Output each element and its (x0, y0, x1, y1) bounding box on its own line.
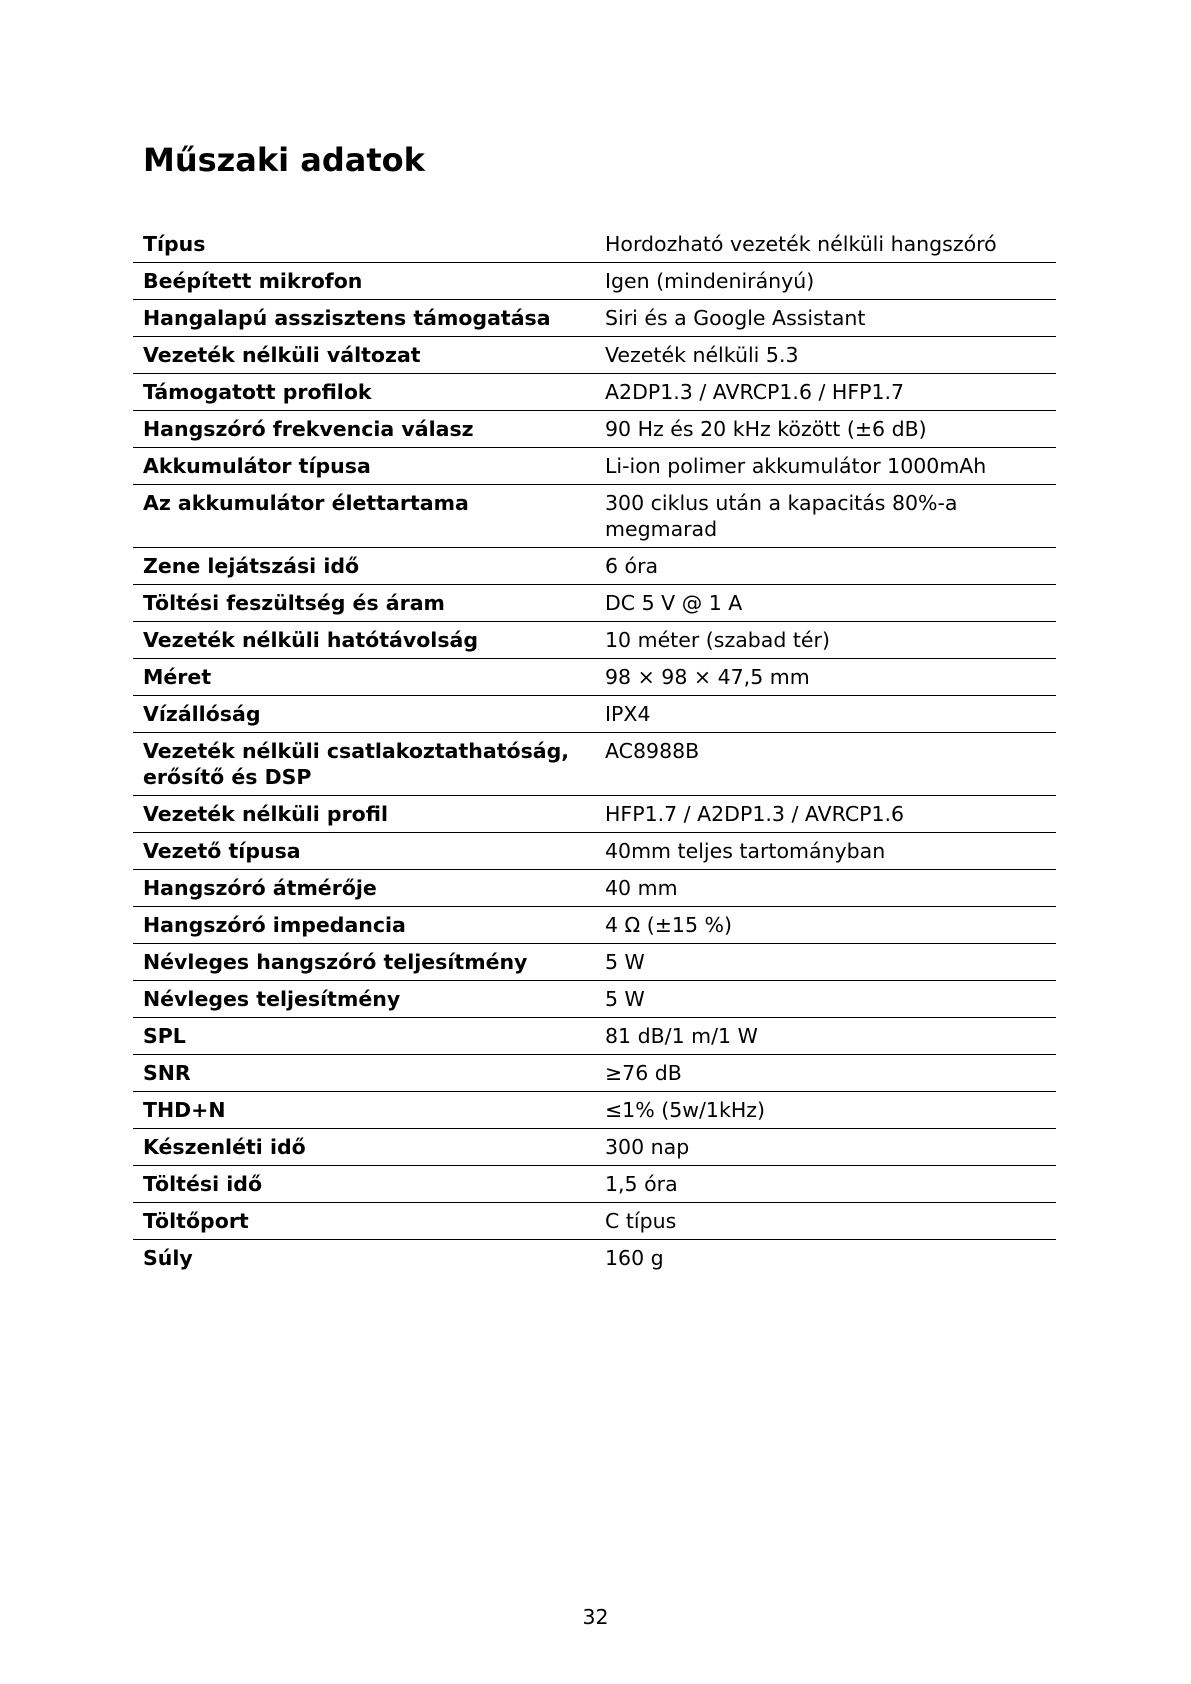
spec-value: 4 Ω (±15 %) (591, 907, 1056, 944)
table-row (133, 944, 1056, 981)
spec-label: Hangalapú asszisztens támogatása (133, 300, 591, 337)
spec-label: Hangszóró impedancia (133, 907, 591, 944)
page-title: Műszaki adatok (143, 141, 425, 179)
spec-label: Vezeték nélküli profil (133, 796, 591, 833)
spec-label: Zene lejátszási idő (133, 548, 591, 585)
spec-value: IPX4 (591, 696, 1056, 733)
table-row (133, 374, 1056, 411)
table-row (133, 1240, 1056, 1277)
spec-value: 5 W (591, 944, 1056, 981)
spec-value: 40 mm (591, 870, 1056, 907)
table-row (133, 548, 1056, 585)
spec-label: Beépített mikrofon (133, 263, 591, 300)
spec-value: Siri és a Google Assistant (591, 300, 1056, 337)
table-row (133, 1166, 1056, 1203)
spec-label: THD+N (133, 1092, 591, 1129)
spec-label: Névleges hangszóró teljesítmény (133, 944, 591, 981)
table-row (133, 796, 1056, 833)
table-row (133, 1018, 1056, 1055)
spec-label: Vezető típusa (133, 833, 591, 870)
table-row (133, 907, 1056, 944)
spec-value: DC 5 V @ 1 A (591, 585, 1056, 622)
table-row (133, 833, 1056, 870)
spec-value: 40mm teljes tartományban (591, 833, 1056, 870)
table-row (133, 870, 1056, 907)
table-row (133, 585, 1056, 622)
spec-value: 1,5 óra (591, 1166, 1056, 1203)
spec-label: Az akkumulátor élettartama (133, 485, 591, 548)
spec-value: HFP1.7 / A2DP1.3 / AVRCP1.6 (591, 796, 1056, 833)
table-row (133, 226, 1056, 263)
table-row (133, 733, 1056, 796)
table-row (133, 696, 1056, 733)
table-row (133, 659, 1056, 696)
spec-label: SPL (133, 1018, 591, 1055)
table-row (133, 1055, 1056, 1092)
spec-label: Vezeték nélküli változat (133, 337, 591, 374)
spec-label: Vezeték nélküli hatótávolság (133, 622, 591, 659)
spec-label: Vízállóság (133, 696, 591, 733)
spec-value: Igen (mindenirányú) (591, 263, 1056, 300)
spec-value: 10 méter (szabad tér) (591, 622, 1056, 659)
spec-label: Hangszóró frekvencia válasz (133, 411, 591, 448)
table-row (133, 485, 1056, 548)
table-row (133, 337, 1056, 374)
spec-value: 81 dB/1 m/1 W (591, 1018, 1056, 1055)
spec-value: 300 ciklus után a kapacitás 80%-a megmarad (591, 485, 1056, 548)
spec-label: Töltőport (133, 1203, 591, 1240)
spec-label: Vezeték nélküli csatlakoztathatóság, erősítő és DSP (133, 733, 591, 796)
spec-value: 5 W (591, 981, 1056, 1018)
spec-value: 98 × 98 × 47,5 mm (591, 659, 1056, 696)
spec-label: Töltési feszültség és áram (133, 585, 591, 622)
spec-value: 160 g (591, 1240, 1056, 1277)
spec-table-body (133, 226, 1056, 1276)
spec-label: Típus (143, 232, 206, 256)
spec-label: SNR (133, 1055, 591, 1092)
spec-value: ≤1% (5w/1kHz) (591, 1092, 1056, 1129)
spec-table (133, 226, 1056, 1276)
table-row (133, 1129, 1056, 1166)
spec-label: Akkumulátor típusa (133, 448, 591, 485)
spec-value: Hordozható vezeték nélküli hangszóró (605, 232, 997, 256)
spec-value: 300 nap (591, 1129, 1056, 1166)
spec-label: Névleges teljesítmény (133, 981, 591, 1018)
spec-label: Támogatott profilok (133, 374, 591, 411)
page-number: 32 (582, 1605, 609, 1629)
table-row (133, 981, 1056, 1018)
table-row (133, 263, 1056, 300)
table-row (133, 448, 1056, 485)
table-row (133, 1203, 1056, 1240)
spec-value: Vezeték nélküli 5.3 (591, 337, 1056, 374)
spec-label: Készenléti idő (133, 1129, 591, 1166)
spec-value: ≥76 dB (591, 1055, 1056, 1092)
table-row (133, 1092, 1056, 1129)
spec-label: Töltési idő (133, 1166, 591, 1203)
spec-value: 6 óra (591, 548, 1056, 585)
spec-value: A2DP1.3 / AVRCP1.6 / HFP1.7 (591, 374, 1056, 411)
table-row (133, 300, 1056, 337)
spec-label: Súly (133, 1240, 591, 1277)
spec-value: 90 Hz és 20 kHz között (±6 dB) (591, 411, 1056, 448)
spec-label: Hangszóró átmérője (133, 870, 591, 907)
spec-value: C típus (591, 1203, 1056, 1240)
spec-label: Méret (133, 659, 591, 696)
table-row (133, 622, 1056, 659)
spec-value: Li-ion polimer akkumulátor 1000mAh (591, 448, 1056, 485)
spec-value: AC8988B (591, 733, 1056, 796)
table-row (133, 411, 1056, 448)
